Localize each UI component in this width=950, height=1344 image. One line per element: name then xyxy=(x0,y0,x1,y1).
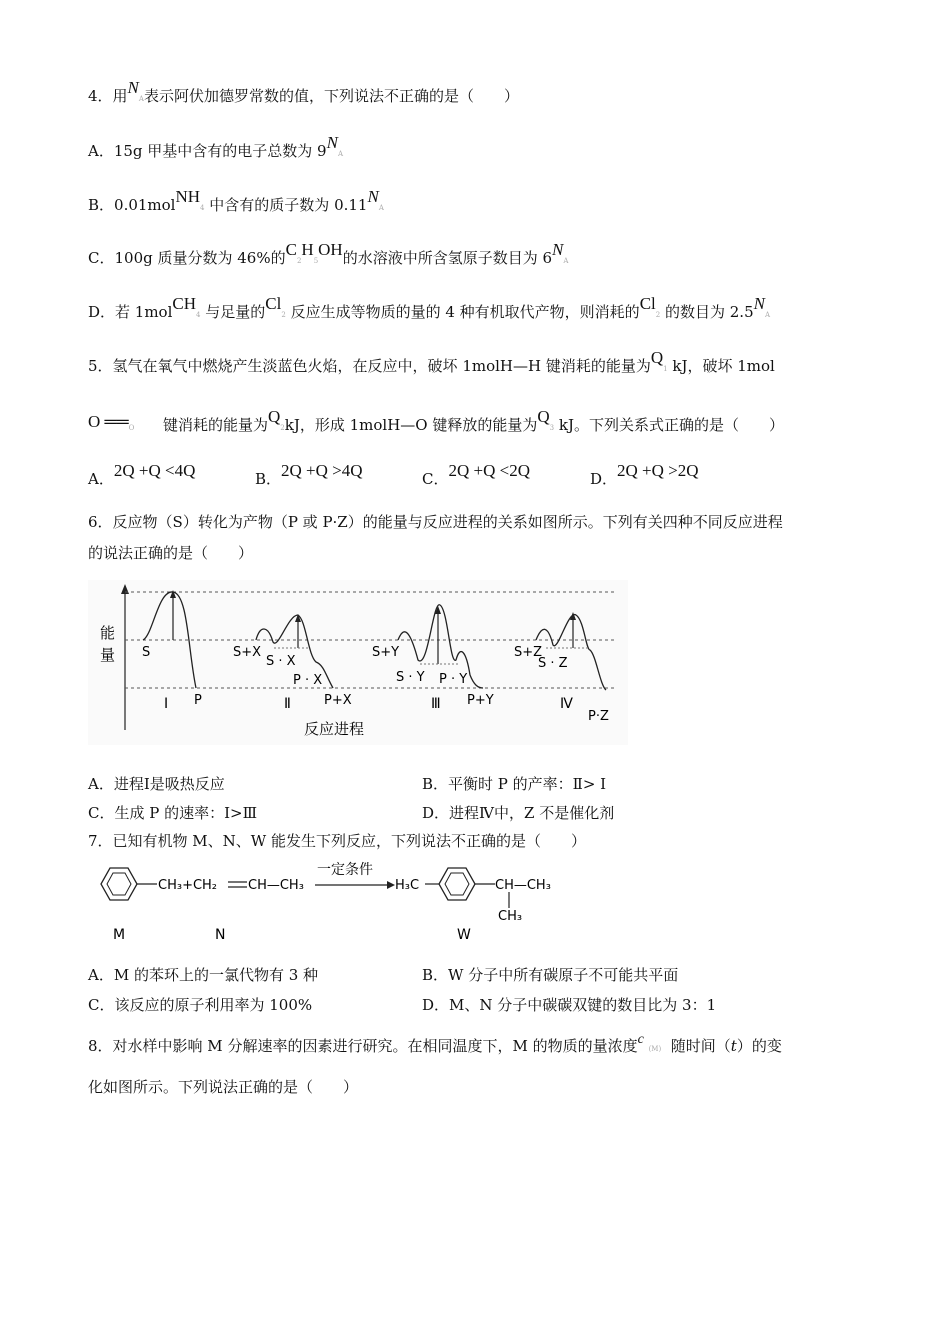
reaction-scheme xyxy=(85,852,605,947)
q5-option-c: C．2Q +Q <2Q xyxy=(422,461,530,488)
q6-stem-1: 6．反应物（S）转化为产物（P 或 P·Z）的能量与反应进程的关系如图所示。下列有关四种不同反应进程 xyxy=(88,513,783,531)
svg-text:Ⅳ: Ⅳ xyxy=(560,696,573,712)
svg-text:P+X: P+X xyxy=(324,693,352,708)
q7-option-c: C．该反应的原子利用率为 100% xyxy=(88,996,313,1014)
q4-option-d: D．若 1molCH4 与足量的Cl2 反应生成等物质的量的 4 种有机取代产物，则消耗的Cl2 的数目为 2.5NA xyxy=(88,294,771,321)
svg-text:Ⅱ: Ⅱ xyxy=(284,696,291,712)
condition-label: 一定条件 xyxy=(317,862,373,878)
xlabel: 反应进程 xyxy=(304,720,365,738)
q8-stem-2: 化如图所示。下列说法正确的是（ ） xyxy=(88,1078,359,1096)
q4-option-c: C．100g 质量分数为 46%的C2H5OH的水溶液中所含氢原子数目为 6NA xyxy=(88,240,569,267)
svg-text:CH—CH₃: CH—CH₃ xyxy=(248,878,304,893)
q5-stem-2: O ══O 键消耗的能量为Q2kJ，形成 1molH—O 键释放的能量为Q3 kJ。下列关系式正确的是（ ） xyxy=(88,407,785,434)
ylabel-2: 量 xyxy=(100,646,116,664)
svg-text:S+X: S+X xyxy=(233,645,262,660)
svg-text:Ⅲ: Ⅲ xyxy=(431,696,441,712)
svg-text:W: W xyxy=(457,927,471,943)
q5-option-b: B．2Q +Q >4Q xyxy=(255,461,363,488)
energy-diagram xyxy=(88,580,628,745)
svg-text:Ⅰ: Ⅰ xyxy=(164,696,169,712)
svg-text:P · X: P · X xyxy=(293,673,323,688)
svg-text:S+Y: S+Y xyxy=(372,645,400,660)
q5-option-a: A．2Q +Q <4Q xyxy=(88,461,196,488)
svg-text:CH₃+CH₂: CH₃+CH₂ xyxy=(158,878,218,893)
q7-stem: 7．已知有机物 M、N、W 能发生下列反应，下列说法不正确的是（ ） xyxy=(88,832,586,850)
q4-option-a: A．15g 甲基中含有的电子总数为 9NA xyxy=(88,133,344,160)
q7-option-d: D．M、N 分子中碳碳双键的数目比为 3：1 xyxy=(422,996,717,1014)
svg-text:S: S xyxy=(142,645,151,660)
q5-stem-1: 5．氢气在氧气中燃烧产生淡蓝色火焰，在反应中，破坏 1molH—H 键消耗的能量为Q1 kJ，破坏 1mol xyxy=(88,348,775,375)
svg-text:M: M xyxy=(113,927,126,943)
q8-stem-1: 8．对水样中影响 M 分解速率的因素进行研究。在相同温度下，M 的物质的量浓度c (M) 随时间（t）的变 xyxy=(88,1032,782,1055)
svg-text:S · Z: S · Z xyxy=(538,656,568,671)
svg-text:H₃C: H₃C xyxy=(395,878,420,893)
q4-stem: 4．用NA表示阿伏加德罗常数的值，下列说法不正确的是（ ） xyxy=(88,78,519,105)
svg-text:P: P xyxy=(194,693,202,708)
q6-option-b: B．平衡时 P 的产率：Ⅱ> Ⅰ xyxy=(422,775,607,793)
na-symbol: N xyxy=(127,78,139,97)
ylabel-1: 能 xyxy=(100,624,116,642)
svg-text:CH₃: CH₃ xyxy=(498,909,523,924)
svg-text:CH—CH₃: CH—CH₃ xyxy=(495,878,551,893)
q6-option-a: A．进程Ⅰ是吸热反应 xyxy=(88,775,225,793)
svg-text:P·Z: P·Z xyxy=(588,709,609,724)
q7-option-b: B．W 分子中所有碳原子不可能共平面 xyxy=(422,966,679,984)
svg-text:N: N xyxy=(215,927,226,943)
svg-text:S+Z: S+Z xyxy=(514,645,543,660)
q7-option-a: A．M 的苯环上的一氯代物有 3 种 xyxy=(88,966,319,984)
q6-stem-2: 的说法正确的是（ ） xyxy=(88,544,254,562)
benzene-ring-w xyxy=(439,868,475,900)
svg-text:P · Y: P · Y xyxy=(439,672,468,687)
benzene-ring-m xyxy=(101,868,137,900)
svg-text:S · X: S · X xyxy=(266,654,296,669)
svg-text:P+Y: P+Y xyxy=(467,693,494,708)
q6-option-c: C．生成 P 的速率：Ⅰ>Ⅲ xyxy=(88,804,258,822)
q6-option-d: D．进程Ⅳ中，Z 不是催化剂 xyxy=(422,804,615,822)
q4-option-b: B．0.01molNH4 中含有的质子数为 0.11NA xyxy=(88,187,384,214)
svg-text:S · Y: S · Y xyxy=(396,670,425,685)
q5-option-d: D．2Q +Q >2Q xyxy=(590,461,699,488)
